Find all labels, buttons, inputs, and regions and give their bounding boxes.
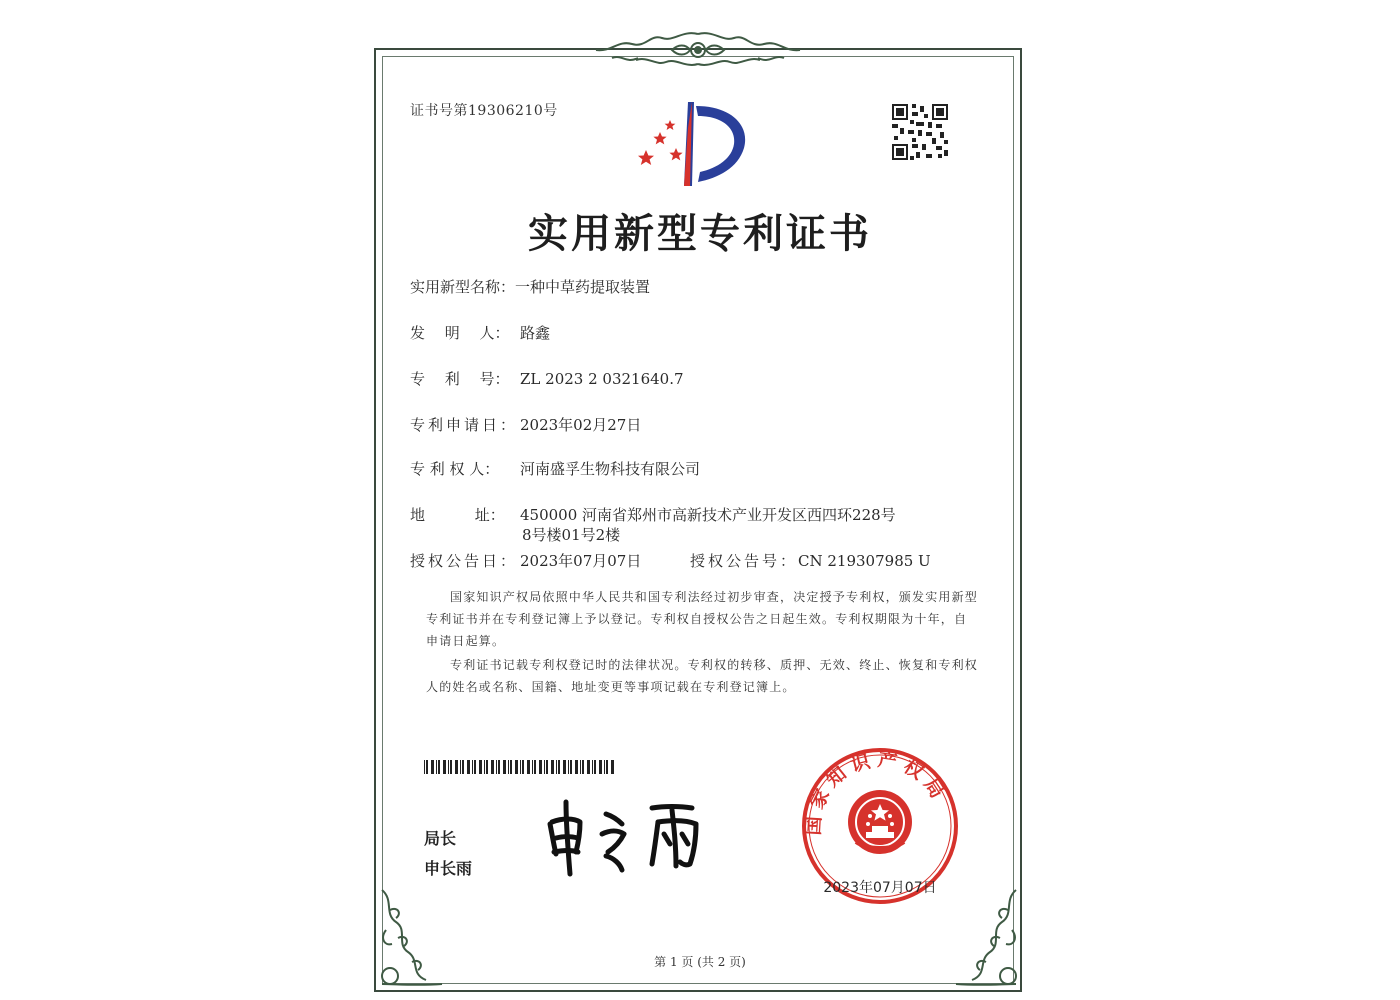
inventor-label: 发 明 人： (410, 324, 510, 342)
address-value-line1: 450000 河南省郑州市高新技术产业开发区西四环228号 (520, 506, 896, 524)
grant-statement-paragraph: 国家知识产权局依照中华人民共和国专利法经过初步审查，决定授予专利权，颁发实用新型专利证书并在专利登记簿上予以登记。专利权自授权公告之日起生效。专利权期限为十年，自申请日起算。 (426, 590, 979, 648)
grant-row (410, 550, 931, 571)
patentee-row (410, 458, 700, 479)
barcode-bar (474, 760, 476, 774)
barcode-bar (450, 760, 452, 774)
barcode-bar (611, 760, 614, 774)
barcode-bar (462, 760, 464, 774)
barcode-bar (580, 760, 581, 774)
barcode-bar (484, 760, 485, 774)
barcode-bar (556, 760, 557, 774)
barcode-bar (443, 760, 446, 774)
barcode-bar (546, 760, 548, 774)
barcode-bar (606, 760, 608, 774)
barcode-bar (604, 760, 605, 774)
barcode-bar (527, 760, 530, 774)
utility-model-name-label: 实用新型名称： (410, 278, 516, 296)
filing-date-label: 专利申请日： (410, 416, 519, 434)
barcode-bar (563, 760, 566, 774)
filing-date-row (410, 414, 641, 435)
barcode-bar (479, 760, 482, 774)
patent-number-value: ZL 2023 2 0321640.7 (520, 370, 684, 388)
barcode-bar (496, 760, 497, 774)
barcode-bar (424, 760, 425, 774)
director-signature (540, 794, 720, 878)
address-value-line2: 8号楼01号2楼 (522, 526, 621, 544)
patent-number-label: 专 利 号： (410, 370, 510, 388)
barcode-bar (431, 760, 434, 774)
filing-date-value: 2023年02月27日 (520, 416, 642, 434)
grant-date-value: 2023年07月07日 (520, 552, 642, 570)
barcode-bar (539, 760, 542, 774)
top-ornament-icon (582, 28, 814, 72)
grant-date-label: 授权公告日： (410, 552, 519, 570)
director-title: 局长 (424, 829, 457, 848)
barcode-bar (460, 760, 461, 774)
qr-code-icon (892, 104, 948, 160)
barcode-bar (582, 760, 584, 774)
barcode-bar (508, 760, 509, 774)
page-footer: 第 1 页 (共 2 页) (654, 955, 746, 969)
barcode-bar (570, 760, 572, 774)
barcode-bar (426, 760, 428, 774)
barcode-bar (467, 760, 470, 774)
barcode-bar (438, 760, 440, 774)
barcode-bar (498, 760, 500, 774)
bottom-right-ornament-icon (950, 880, 1022, 992)
patent-number-row (410, 368, 684, 389)
barcode-bar (587, 760, 590, 774)
barcode-bar (515, 760, 518, 774)
barcode-bar (544, 760, 545, 774)
barcode-bar (455, 760, 458, 774)
barcode-bar (510, 760, 512, 774)
barcode-bar (491, 760, 494, 774)
barcode-bar (534, 760, 536, 774)
barcode-bar (486, 760, 488, 774)
barcode-bar (599, 760, 602, 774)
grant-number-value: CN 219307985 U (798, 552, 931, 570)
barcode-bar (436, 760, 437, 774)
certificate-number: 证书号第19306210号 (410, 103, 558, 119)
seal-date: 2023年07月07日 (823, 880, 937, 896)
barcode-bar (503, 760, 506, 774)
barcode-bar (522, 760, 524, 774)
barcode-bar (520, 760, 521, 774)
barcode-bar (448, 760, 449, 774)
barcode-bar (472, 760, 473, 774)
seal-text: 国家知识产权局 (802, 748, 952, 836)
patent-office-logo-icon (632, 98, 752, 190)
grant-number-label: 授权公告号： (690, 552, 799, 570)
barcode-bar (551, 760, 554, 774)
barcode-bar (558, 760, 560, 774)
address-label: 地 址： (410, 506, 505, 524)
director-name: 申长雨 (424, 859, 473, 878)
barcode-bar (568, 760, 569, 774)
utility-model-name-value: 一种中草药提取装置 (515, 278, 651, 296)
patentee-value: 河南盛孚生物科技有限公司 (520, 460, 701, 478)
legal-status-paragraph: 专利证书记载专利权登记时的法律状况。专利权的转移、质押、无效、终止、恢复和专利权人的姓名或名称、国籍、地址变更等事项记载在专利登记簿上。 (426, 658, 979, 694)
barcode-bar (592, 760, 593, 774)
barcode-bar (575, 760, 578, 774)
national-ipa-seal (800, 746, 960, 906)
barcode-icon (424, 760, 618, 774)
barcode-bar (594, 760, 596, 774)
patentee-label: 专 利 权 人： (410, 460, 500, 478)
utility-model-name-row (410, 276, 650, 297)
inventor-row (410, 322, 550, 343)
inventor-value: 路鑫 (520, 324, 551, 342)
certificate-title: 实用新型专利证书 (528, 211, 872, 257)
address-row (410, 504, 896, 525)
national-emblem-icon (848, 790, 912, 854)
bottom-left-ornament-icon (376, 880, 448, 992)
barcode-bar (532, 760, 533, 774)
